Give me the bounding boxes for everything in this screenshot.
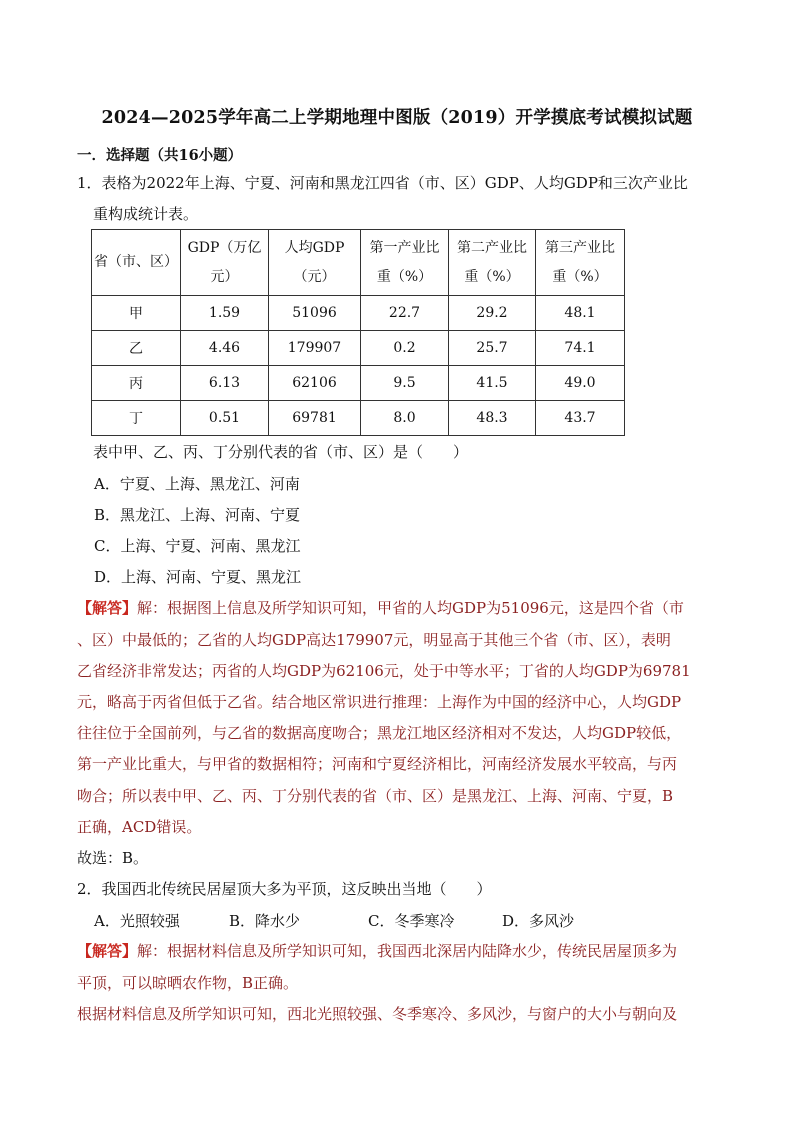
table-row — [92, 401, 625, 436]
q2-answer-line: 【解答】解：根据材料信息及所学知识可知，我国西北深居内陆降水少，传统民居屋顶多为 — [77, 942, 678, 960]
q2-answer-line: 根据材料信息及所学知识可知，西北光照较强、冬季寒冷、多风沙，与窗户的大小与朝向及 — [77, 1005, 678, 1023]
q1-result: 故选：B。 — [77, 849, 149, 867]
header-cell: 第一产业比 重（%） — [361, 230, 449, 296]
q1-question: 表中甲、乙、丙、丁分别代表的省（市、区）是（ ） — [93, 443, 469, 461]
answer-tag: 【解答】 — [77, 599, 138, 617]
q1-option-b: B．黑龙江、上海、河南、宁夏 — [94, 506, 301, 524]
table-cell: 丁 — [92, 401, 181, 436]
answer-tag: 【解答】 — [77, 942, 138, 960]
table-cell: 29.2 — [449, 296, 536, 331]
q2-option-b: B．降水少 — [229, 912, 301, 930]
q2-stem: 2．我国西北传统民居屋顶大多为平顶，这反映出当地（ ） — [77, 880, 492, 898]
exam-title: 2024—2025学年高二上学期地理中图版（2019）开学摸底考试模拟试题 — [101, 108, 693, 128]
table-cell: 49.0 — [536, 366, 625, 401]
table-cell: 8.0 — [361, 401, 449, 436]
table-cell: 51096 — [269, 296, 361, 331]
table-cell: 0.51 — [181, 401, 269, 436]
q1-option-d: D．上海、河南、宁夏、黑龙江 — [94, 568, 302, 586]
table-cell: 74.1 — [536, 331, 625, 366]
table-cell: 48.1 — [536, 296, 625, 331]
q1-option-c: C．上海、宁夏、河南、黑龙江 — [94, 537, 301, 555]
table-cell: 甲 — [92, 296, 181, 331]
table-cell: 43.7 — [536, 401, 625, 436]
table-cell: 25.7 — [449, 331, 536, 366]
q1-stem-line2: 重构成统计表。 — [93, 205, 199, 223]
table-cell: 48.3 — [449, 401, 536, 436]
q1-answer-line: 正确，ACD错误。 — [77, 818, 202, 836]
table-cell: 丙 — [92, 366, 181, 401]
header-cell: 第三产业比 重（%） — [536, 230, 625, 296]
q2-answer-line: 平顶，可以晾晒农作物，B正确。 — [77, 974, 299, 992]
table-cell: 179907 — [269, 331, 361, 366]
header-cell: GDP（万亿 元） — [181, 230, 269, 296]
section-heading: 一．选择题（共16小题） — [77, 147, 243, 164]
q2-option-a: A．光照较强 — [94, 912, 180, 930]
table-row — [92, 366, 625, 401]
q1-answer-line: 往往位于全国前列，与乙省的数据高度吻合；黑龙江地区经济相对不发达，人均GDP较低， — [77, 724, 682, 742]
table-row — [92, 331, 625, 366]
table-cell: 41.5 — [449, 366, 536, 401]
table-row — [92, 296, 625, 331]
q1-option-a: A．宁夏、上海、黑龙江、河南 — [94, 475, 300, 493]
q1-answer-line: 、区）中最低的；乙省的人均GDP高达179907元，明显高于其他三个省（市、区），表明 — [77, 631, 671, 649]
table-cell: 9.5 — [361, 366, 449, 401]
table-header-row — [92, 230, 625, 296]
q1-answer-line: 元，略高于丙省但低于乙省。结合地区常识进行推理：上海作为中国的经济中心，人均GDP — [77, 693, 682, 711]
header-cell: 第二产业比 重（%） — [449, 230, 536, 296]
q1-answer-line: 第一产业比重大，与甲省的数据相符；河南和宁夏经济相比，河南经济发展水平较高，与丙 — [77, 755, 678, 773]
q1-stem-line1: 1．表格为2022年上海、宁夏、河南和黑龙江四省（市、区）GDP、人均GDP和三次产业比 — [77, 174, 688, 192]
q1-answer-line: 【解答】解：根据图上信息及所学知识可知，甲省的人均GDP为51096元，这是四个省（市 — [77, 599, 684, 617]
q2-option-c: C．冬季寒冷 — [368, 912, 455, 930]
q1-answer-line: 吻合；所以表中甲、乙、丙、丁分别代表的省（市、区）是黑龙江、上海、河南、宁夏，B — [77, 787, 674, 805]
table-cell: 69781 — [269, 401, 361, 436]
table-cell: 6.13 — [181, 366, 269, 401]
header-cell: 省（市、区） — [92, 230, 181, 296]
table-cell: 22.7 — [361, 296, 449, 331]
table-cell: 62106 — [269, 366, 361, 401]
q1-answer-line: 乙省经济非常发达；丙省的人均GDP为62106元，处于中等水平；丁省的人均GDP为69781 — [77, 662, 691, 680]
table-cell: 4.46 — [181, 331, 269, 366]
header-cell: 人均GDP （元） — [269, 230, 361, 296]
gdp-statistics-table — [91, 229, 625, 436]
q2-option-d: D．多风沙 — [502, 912, 575, 930]
table-cell: 乙 — [92, 331, 181, 366]
table-cell: 1.59 — [181, 296, 269, 331]
table-cell: 0.2 — [361, 331, 449, 366]
